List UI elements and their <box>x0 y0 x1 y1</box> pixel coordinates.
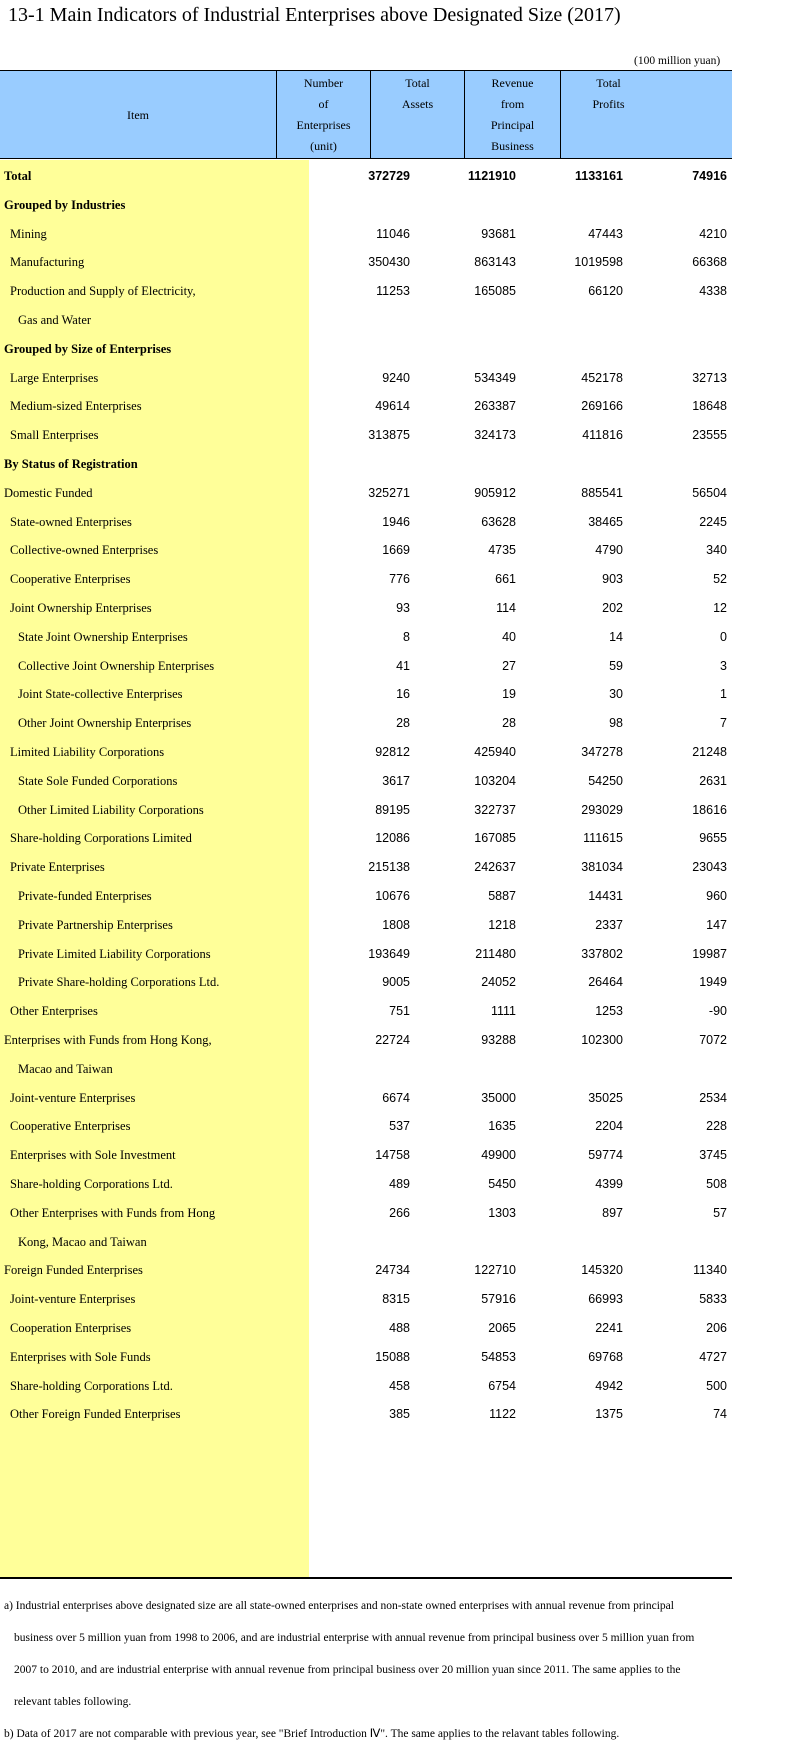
table-row <box>0 851 732 883</box>
table-row <box>0 477 732 509</box>
revenue-value: 337802 <box>581 946 623 961</box>
profits-value: 23043 <box>692 860 727 875</box>
table-row <box>0 1110 732 1142</box>
row-label: Other Enterprises <box>10 1004 98 1019</box>
enterprises-value: 385 <box>389 1407 410 1422</box>
header-bottom-rule <box>0 158 732 159</box>
assets-value: 2065 <box>488 1321 516 1335</box>
footnotes <box>4 1590 794 1750</box>
profits-value: 340 <box>706 543 727 558</box>
row-label: Other Limited Liability Corporations <box>18 802 204 817</box>
table-row <box>0 1398 732 1430</box>
row-label: Cooperative Enterprises <box>10 572 131 587</box>
table-row <box>0 1312 732 1344</box>
table-row <box>0 390 732 422</box>
row-label: Production and Supply of Electricity, <box>10 284 196 299</box>
profits-value: 4210 <box>699 226 727 241</box>
revenue-value: 14431 <box>588 889 623 903</box>
revenue-value: 26464 <box>588 975 623 990</box>
profits-value: 9655 <box>699 831 727 846</box>
revenue-value: 145320 <box>581 1263 623 1278</box>
row-label: Share-holding Corporations Ltd. <box>10 1177 173 1191</box>
table-row <box>0 1024 732 1056</box>
profits-value: 7 <box>720 716 727 731</box>
row-label: Limited Liability Corporations <box>10 745 165 759</box>
enterprises-value: 215138 <box>368 860 410 875</box>
footnote-line: business over 5 million yuan from 1998 to 2006, and are industrial enterprise with annual revenue from principal business over 5 million yuan from <box>14 1632 695 1644</box>
revenue-value: 897 <box>602 1205 623 1220</box>
row-label: Private-funded Enterprises <box>18 889 152 903</box>
row-label: Joint Ownership Enterprises <box>10 601 152 615</box>
table-row <box>0 678 732 710</box>
assets-value: 242637 <box>474 860 516 875</box>
header-item <box>0 71 276 159</box>
profits-value: 56504 <box>692 485 727 500</box>
assets-value: 6754 <box>488 1378 516 1393</box>
table-row <box>0 938 732 970</box>
table-row <box>0 1226 732 1258</box>
profits-value: 57 <box>713 1205 727 1220</box>
assets-value: 1218 <box>488 917 516 932</box>
assets-value: 28 <box>502 716 516 731</box>
row-label: State Sole Funded Corporations <box>18 773 178 788</box>
assets-value: 661 <box>495 572 516 587</box>
table-header <box>0 70 732 159</box>
table-row <box>0 275 732 307</box>
assets-value: 322737 <box>474 802 516 817</box>
table-row <box>0 1139 732 1171</box>
enterprises-value: 776 <box>389 572 410 587</box>
row-label: Private Enterprises <box>10 860 105 875</box>
revenue-value: 102300 <box>581 1033 623 1047</box>
enterprises-value: 458 <box>389 1378 410 1393</box>
revenue-value: 54250 <box>588 773 623 788</box>
assets-value: 4735 <box>488 543 516 558</box>
table-row <box>0 218 732 250</box>
enterprises-value: 372729 <box>368 169 410 183</box>
revenue-value: 2204 <box>595 1119 623 1134</box>
revenue-value: 2241 <box>595 1321 623 1335</box>
revenue-value: 2337 <box>595 917 623 932</box>
revenue-value: 59774 <box>588 1148 623 1163</box>
row-label: Joint-venture Enterprises <box>10 1090 136 1105</box>
revenue-value: 38465 <box>588 514 623 529</box>
assets-value: 27 <box>502 658 516 673</box>
header-profits-line: Profits <box>592 97 625 111</box>
row-label: Other Foreign Funded Enterprises <box>10 1407 181 1422</box>
enterprises-value: 266 <box>389 1205 410 1220</box>
assets-value: 57916 <box>481 1292 516 1307</box>
revenue-value: 66120 <box>588 284 623 299</box>
assets-value: 114 <box>496 601 516 615</box>
assets-value: 167085 <box>474 831 516 846</box>
enterprises-value: 1946 <box>382 514 410 529</box>
assets-value: 54853 <box>481 1349 516 1364</box>
row-label: Grouped by Industries <box>4 197 126 212</box>
assets-value: 63628 <box>481 514 516 529</box>
header-enterprises-line: Number <box>303 76 344 90</box>
row-label: State-owned Enterprises <box>10 514 132 529</box>
header-revenue <box>465 71 560 161</box>
revenue-value: 35025 <box>588 1090 623 1105</box>
row-label: Cooperative Enterprises <box>10 1119 131 1134</box>
enterprises-value: 325271 <box>368 485 410 500</box>
enterprises-value: 9240 <box>382 370 410 385</box>
enterprises-value: 1669 <box>382 543 410 558</box>
revenue-value: 903 <box>602 572 623 587</box>
table-row <box>0 592 732 624</box>
header-profits-line: Total <box>596 76 621 90</box>
revenue-value: 1133161 <box>575 169 623 183</box>
assets-value: 1121910 <box>468 169 516 183</box>
revenue-value: 1253 <box>595 1004 623 1019</box>
revenue-value: 293029 <box>581 802 623 817</box>
table-row <box>0 1168 732 1200</box>
profits-value: 228 <box>706 1119 727 1134</box>
assets-value: 93288 <box>481 1033 516 1047</box>
table-row <box>0 333 732 365</box>
row-label: Manufacturing <box>10 255 85 270</box>
row-label: Share-holding Corporations Limited <box>10 831 192 846</box>
enterprises-value: 350430 <box>368 255 410 270</box>
assets-value: 1111 <box>490 1004 516 1019</box>
row-label: Kong, Macao and Taiwan <box>18 1234 147 1249</box>
revenue-value: 4790 <box>595 543 623 558</box>
header-assets-line: Total <box>405 76 430 90</box>
profits-value: 19987 <box>692 946 727 961</box>
row-label: Mining <box>10 226 47 241</box>
revenue-value: 452178 <box>581 370 623 385</box>
revenue-value: 347278 <box>581 745 623 759</box>
header-enterprises <box>277 71 370 161</box>
table-row <box>0 506 732 538</box>
row-label: Gas and Water <box>18 313 92 327</box>
enterprises-value: 24734 <box>375 1263 410 1278</box>
assets-value: 49900 <box>481 1148 516 1163</box>
profits-value: 1 <box>720 687 727 702</box>
table-row <box>0 1254 732 1286</box>
enterprises-value: 3617 <box>382 773 410 788</box>
enterprises-value: 16 <box>396 687 410 702</box>
enterprises-value: 751 <box>389 1004 410 1019</box>
enterprises-value: 6674 <box>382 1090 410 1105</box>
assets-value: 905912 <box>474 485 516 500</box>
profits-value: 960 <box>706 889 727 903</box>
enterprises-value: 41 <box>396 658 410 673</box>
row-label: Enterprises with Sole Investment <box>10 1148 176 1163</box>
row-label: Macao and Taiwan <box>18 1061 113 1076</box>
row-label: Collective Joint Ownership Enterprises <box>18 658 215 673</box>
enterprises-value: 14758 <box>375 1148 410 1163</box>
profits-value: 52 <box>713 572 727 587</box>
table-row <box>0 1283 732 1315</box>
profits-value: 4338 <box>699 284 727 299</box>
table-row <box>0 1082 732 1114</box>
revenue-value: 4942 <box>595 1378 623 1393</box>
profits-value: 2534 <box>699 1090 727 1105</box>
revenue-value: 1019598 <box>574 255 623 270</box>
row-label: By Status of Registration <box>4 457 138 471</box>
assets-value: 1303 <box>488 1205 516 1220</box>
table-row <box>0 189 732 221</box>
header-revenue-line: Revenue <box>491 76 534 90</box>
footnote-line: a) Industrial enterprises above designated size are all state-owned enterprises and non-state owned enterprises with annual revenue from principal <box>4 1600 674 1612</box>
enterprises-value: 93 <box>396 601 410 615</box>
row-label: Large Enterprises <box>10 370 99 385</box>
assets-value: 103204 <box>474 773 516 788</box>
header-enterprises-line: Enterprises <box>296 118 351 132</box>
enterprises-value: 537 <box>389 1119 410 1134</box>
header-revenue-line: from <box>500 97 525 111</box>
revenue-value: 14 <box>609 629 623 644</box>
revenue-value: 98 <box>609 716 623 731</box>
revenue-value: 269166 <box>581 399 623 414</box>
enterprises-value: 488 <box>389 1321 410 1335</box>
table-row <box>0 794 732 826</box>
header-revenue-line: Business <box>491 139 534 153</box>
profits-value: 7072 <box>699 1033 727 1047</box>
row-label: Private Share-holding Corporations Ltd. <box>18 975 220 990</box>
enterprises-value: 11253 <box>376 284 410 299</box>
assets-value: 5450 <box>488 1177 516 1191</box>
revenue-value: 1375 <box>595 1407 623 1422</box>
enterprises-value: 92812 <box>375 745 410 759</box>
assets-value: 534349 <box>474 370 516 385</box>
table-row <box>0 765 732 797</box>
profits-value: 32713 <box>692 370 727 385</box>
profits-value: 508 <box>706 1177 727 1191</box>
table-row <box>0 160 732 192</box>
header-item-label: Item <box>127 108 149 122</box>
revenue-value: 47443 <box>588 226 623 241</box>
table-row <box>0 563 732 595</box>
profits-value: 74 <box>713 1407 727 1422</box>
enterprises-value: 1808 <box>382 917 410 932</box>
revenue-value: 66993 <box>588 1292 623 1307</box>
revenue-value: 69768 <box>588 1349 623 1364</box>
revenue-value: 111615 <box>583 831 623 846</box>
table-row <box>0 707 732 739</box>
assets-value: 40 <box>502 629 516 644</box>
row-label: Private Partnership Enterprises <box>18 917 173 932</box>
footnote-line: 2007 to 2010, and are industrial enterprise with annual revenue from principal business over 20 million yuan since 2011. The same applies to the <box>14 1664 681 1676</box>
footnote-line: relevant tables following. <box>14 1696 132 1708</box>
assets-value: 425940 <box>474 745 516 759</box>
table-row <box>0 1341 732 1373</box>
enterprises-value: 8 <box>403 629 410 644</box>
table-row <box>0 736 732 768</box>
assets-value: 1635 <box>488 1119 516 1134</box>
revenue-value: 381034 <box>581 860 623 875</box>
enterprises-value: 22724 <box>375 1033 410 1047</box>
table-row <box>0 246 732 278</box>
enterprises-value: 89195 <box>375 802 410 817</box>
profits-value: -90 <box>708 1004 727 1019</box>
table-row <box>0 419 732 451</box>
profits-value: 206 <box>706 1321 727 1335</box>
enterprises-value: 28 <box>396 716 410 731</box>
profits-value: 18648 <box>692 399 727 414</box>
table-row <box>0 362 732 394</box>
profits-value: 500 <box>706 1378 727 1393</box>
enterprises-value: 489 <box>389 1177 410 1191</box>
row-label: Medium-sized Enterprises <box>10 399 142 414</box>
enterprises-value: 12086 <box>375 831 410 846</box>
profits-value: 0 <box>720 629 727 644</box>
row-label: Other Enterprises with Funds from Hong <box>10 1205 216 1220</box>
enterprises-value: 15088 <box>375 1349 410 1364</box>
footnote-line: b) Data of 2017 are not comparable with previous year, see "Brief Introduction Ⅳ". The same applies to the relavant tables following. <box>4 1728 620 1740</box>
profits-value: 5833 <box>699 1292 727 1307</box>
assets-value: 863143 <box>474 255 516 270</box>
assets-value: 263387 <box>474 399 516 414</box>
enterprises-value: 11046 <box>376 226 410 241</box>
table-row <box>0 304 732 336</box>
row-label: Cooperation Enterprises <box>10 1321 132 1335</box>
enterprises-value: 313875 <box>368 428 410 443</box>
revenue-value: 411816 <box>582 428 623 443</box>
enterprises-value: 8315 <box>382 1292 410 1307</box>
assets-value: 324173 <box>474 428 516 443</box>
enterprises-value: 9005 <box>382 975 410 990</box>
revenue-value: 885541 <box>581 485 623 500</box>
row-label: Private Limited Liability Corporations <box>18 946 211 961</box>
profits-value: 23555 <box>692 428 727 443</box>
enterprises-value: 193649 <box>368 946 410 961</box>
table-row <box>0 822 732 854</box>
revenue-value: 59 <box>609 658 623 673</box>
row-label: Collective-owned Enterprises <box>10 543 159 558</box>
table-bottom-rule <box>0 1577 732 1579</box>
row-label: Foreign Funded Enterprises <box>4 1263 143 1278</box>
row-label: Joint State-collective Enterprises <box>18 687 183 702</box>
profits-value: 2245 <box>699 514 727 529</box>
table-row <box>0 966 732 998</box>
header-enterprises-line: (unit) <box>310 139 337 153</box>
table-row <box>0 1053 732 1085</box>
table-row <box>0 650 732 682</box>
row-label: Total <box>4 169 32 183</box>
assets-value: 165085 <box>474 284 516 299</box>
enterprises-value: 10676 <box>375 889 410 903</box>
row-label: Joint-venture Enterprises <box>10 1292 136 1307</box>
row-label: State Joint Ownership Enterprises <box>18 629 188 644</box>
assets-value: 24052 <box>481 975 516 990</box>
table-row <box>0 909 732 941</box>
assets-value: 19 <box>502 687 516 702</box>
table-row <box>0 1197 732 1229</box>
assets-value: 5887 <box>488 889 516 903</box>
profits-value: 11340 <box>693 1263 727 1278</box>
assets-value: 35000 <box>481 1090 516 1105</box>
table-row <box>0 448 732 480</box>
profits-value: 21248 <box>692 745 727 759</box>
header-assets-line: Assets <box>401 97 434 111</box>
revenue-value: 30 <box>609 687 623 702</box>
table-row <box>0 880 732 912</box>
profits-value: 3 <box>720 658 727 673</box>
assets-value: 211480 <box>475 946 516 961</box>
profits-value: 147 <box>706 917 727 932</box>
assets-value: 1122 <box>489 1407 516 1422</box>
profits-value: 2631 <box>699 773 727 788</box>
profits-value: 12 <box>713 601 727 615</box>
header-revenue-line: Principal <box>490 118 535 132</box>
row-label: Other Joint Ownership Enterprises <box>18 716 192 731</box>
row-label: Grouped by Size of Enterprises <box>4 341 172 356</box>
assets-value: 122710 <box>474 1263 516 1278</box>
table-row <box>0 534 732 566</box>
unit-label: (100 million yuan) <box>634 55 721 67</box>
header-assets <box>371 71 464 161</box>
table-row <box>0 1370 732 1402</box>
profits-value: 18616 <box>692 802 727 817</box>
assets-value: 93681 <box>481 226 516 241</box>
profits-value: 4727 <box>699 1349 727 1364</box>
row-label: Share-holding Corporations Ltd. <box>10 1378 173 1393</box>
row-label: Small Enterprises <box>10 428 99 443</box>
enterprises-value: 49614 <box>375 399 410 414</box>
table-title: 13-1 Main Indicators of Industrial Enterprises above Designated Size (2017) <box>8 4 621 26</box>
table-row <box>0 995 732 1027</box>
header-enterprises-line: of <box>318 97 329 111</box>
row-label: Domestic Funded <box>4 485 93 500</box>
profits-value: 74916 <box>692 169 727 183</box>
profits-value: 3745 <box>699 1148 727 1163</box>
row-label: Enterprises with Funds from Hong Kong, <box>4 1033 212 1047</box>
row-label: Enterprises with Sole Funds <box>10 1349 151 1364</box>
profits-value: 1949 <box>699 975 727 990</box>
table-row <box>0 621 732 653</box>
revenue-value: 202 <box>602 601 623 615</box>
revenue-value: 4399 <box>595 1177 623 1191</box>
profits-value: 66368 <box>692 255 727 270</box>
header-profits <box>561 71 656 161</box>
